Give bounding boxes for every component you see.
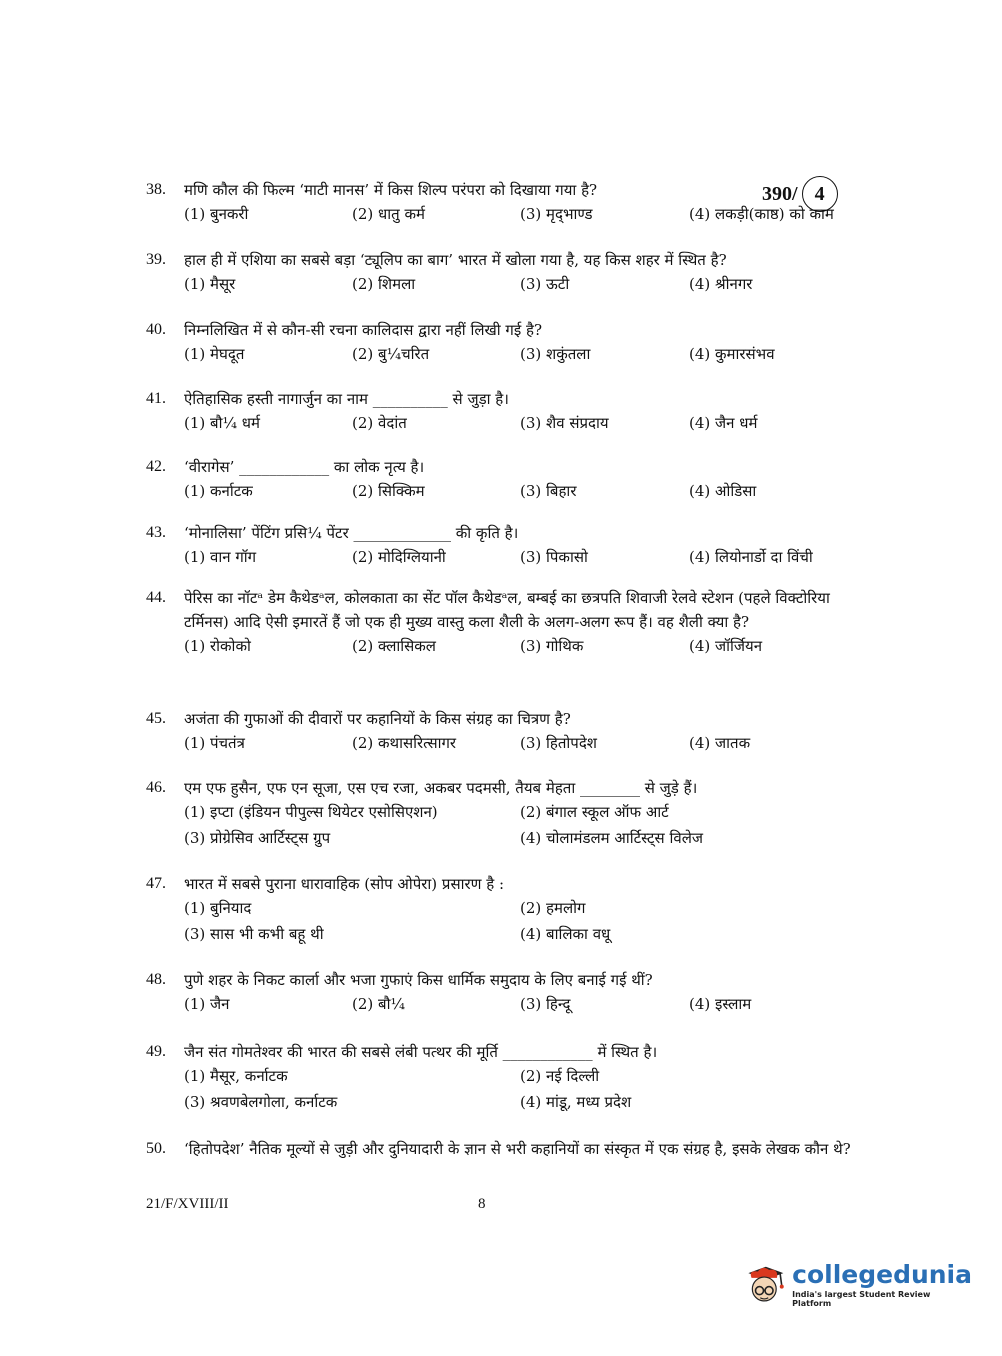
question-text: ‘मोनालिसा’ पेंटिंग प्रसि¼ पेंटर _____________ की कृति है। <box>184 524 519 542</box>
question-text: एम एफ हुसैन, एफ एन सूजा, एस एच रजा, अकबर पदमसी, तैयब मेहता ________ से जुड़े हैं। <box>184 779 698 797</box>
option-1: (1) इप्टा (इंडियन पीपुल्स थियेटर एसोसिएशन) <box>184 803 438 821</box>
question-47 <box>146 872 860 948</box>
question-49 <box>146 1040 860 1116</box>
footer-code: 21/F/XVIII/II <box>146 1196 229 1212</box>
option-4: (4) चोलामंडलम आर्टिस्ट्स विलेज <box>520 829 703 847</box>
option-4: (4) जैन धर्म <box>689 414 758 432</box>
question-text: मणि कौल की फिल्म ‘माटी मानस’ में किस शिल्प परंपरा को दिखाया गया है? <box>184 181 598 199</box>
option-1: (1) कर्नाटक <box>184 482 253 500</box>
question-48 <box>146 968 860 1018</box>
question-text: ‘हितोपदेश’ नैतिक मूल्यों से जुड़ी और दुनियादारी के ज्ञान से भरी कहानियों का संस्कृत में एक संग्रह है, इसके लेखक कौन थे? <box>184 1140 851 1158</box>
option-2: (2) बु¼चरित <box>352 345 430 363</box>
question-50 <box>146 1137 860 1161</box>
option-1: (1) मेघदूत <box>184 345 245 363</box>
question-number: 39. <box>146 251 166 268</box>
question-number: 45. <box>146 710 166 727</box>
option-1: (1) बौ¼ धर्म <box>184 414 260 432</box>
question-number: 48. <box>146 971 166 988</box>
option-2: (2) नई दिल्ली <box>520 1067 600 1085</box>
question-text: पुणे शहर के निकट कार्ला और भजा गुफाएं किस धार्मिक समुदाय के लिए बनाई गई थीं? <box>184 971 653 989</box>
question-number: 44. <box>146 589 166 606</box>
option-3: (3) हितोपदेश <box>520 734 597 752</box>
option-4: (4) लियोनार्डो दा विंची <box>689 548 813 566</box>
options-row <box>184 826 860 852</box>
question-45 <box>146 707 860 757</box>
option-2: (2) क्लासिकल <box>352 637 436 655</box>
option-3: (3) श्रवणबेलगोला, कर्नाटक <box>184 1093 338 1111</box>
question-number: 49. <box>146 1043 166 1060</box>
question-text: निम्नलिखित में से कौन-सी रचना कालिदास द्वारा नहीं लिखी गई है? <box>184 321 543 339</box>
question-43 <box>146 521 860 571</box>
question-text: जैन संत गोमतेश्वर की भारत की सबसे लंबी पत्थर की मूर्ति ____________ में स्थित है। <box>184 1043 658 1061</box>
set-number-badge: 4 <box>802 176 838 212</box>
option-1: (1) मैसूर, कर्नाटक <box>184 1067 288 1085</box>
logo-text <box>792 1262 972 1308</box>
option-4: (4) कुमारसंभव <box>689 345 775 363</box>
options-row <box>184 342 860 368</box>
option-1: (1) मैसूर <box>184 275 236 293</box>
question-40 <box>146 318 860 368</box>
question-41 <box>146 387 860 437</box>
question-46 <box>146 776 860 852</box>
option-2: (2) हमलोग <box>520 899 586 917</box>
options-row <box>184 800 860 826</box>
question-38 <box>146 178 860 228</box>
question-number: 38. <box>146 181 166 198</box>
options-row <box>184 992 860 1018</box>
question-39 <box>146 248 860 298</box>
options-row <box>184 896 860 922</box>
question-number: 43. <box>146 524 166 541</box>
option-3: (3) प्रोग्रेसिव आर्टिस्ट्स ग्रुप <box>184 829 331 847</box>
option-1: (1) रोकोको <box>184 637 251 655</box>
logo-brand: collegedunia <box>792 1260 972 1289</box>
collegedunia-watermark <box>742 1254 972 1316</box>
options-row <box>184 272 860 298</box>
option-2: (2) बंगाल स्कूल ऑफ आर्ट <box>520 803 669 821</box>
option-4: (4) श्रीनगर <box>689 275 753 293</box>
logo-tagline: India's largest Student Review Platform <box>792 1290 931 1308</box>
question-number: 40. <box>146 321 166 338</box>
option-2: (2) बौ¼ <box>352 995 406 1013</box>
options-row <box>184 731 860 757</box>
option-2: (2) कथासरित्सागर <box>352 734 457 752</box>
option-4: (4) ओडिसा <box>689 482 757 500</box>
option-4: (4) बालिका वधू <box>520 925 611 943</box>
option-4: (4) जॉर्जियन <box>689 637 763 655</box>
option-4: (4) जातक <box>689 734 751 752</box>
question-text: भारत में सबसे पुराना धारावाहिक (सोप ओपेरा) प्रसारण है : <box>184 875 505 893</box>
options-row <box>184 545 860 571</box>
option-1: (1) पंचतंत्र <box>184 734 245 752</box>
option-3: (3) शैव संप्रदाय <box>520 414 609 432</box>
mascot-icon <box>742 1256 788 1314</box>
option-4: (4) मांडू, मध्य प्रदेश <box>520 1093 632 1111</box>
option-2: (2) मोदिग्लियानी <box>352 548 446 566</box>
question-42 <box>146 455 860 505</box>
question-number: 47. <box>146 875 166 892</box>
page-number: 8 <box>478 1196 486 1212</box>
option-3: (3) सास भी कभी बहू थी <box>184 925 324 943</box>
options-row <box>184 1090 860 1116</box>
question-number: 46. <box>146 779 166 796</box>
question-text: पेरिस का नॉटᵃ डेम कैथेडᵃल, कोलकाता का सेंट पॉल कैथेडᵃल, बम्बई का छत्रपति शिवाजी रेलवे स्टेशन (पहले विक्टोरिया टर्मिनस) आदि ऐसी इमारतें हैं जो एक ही मुख्य वास्तु कला शैली के अलग-अलग रूप हैं। वह शैली क्या है? <box>184 589 830 631</box>
option-3: (3) मृद्‌भाण्ड <box>520 205 593 223</box>
option-1: (1) बुनकरी <box>184 205 249 223</box>
options-row <box>184 202 860 228</box>
options-row <box>184 411 860 437</box>
option-2: (2) सिक्किम <box>352 482 425 500</box>
option-3: (3) बिहार <box>520 482 577 500</box>
option-2: (2) वेदांत <box>352 414 407 432</box>
option-1: (1) वान गॉग <box>184 548 257 566</box>
question-text: ऐतिहासिक हस्ती नागार्जुन का नाम __________ से जुड़ा है। <box>184 390 509 408</box>
options-row <box>184 479 860 505</box>
option-3: (3) शकुंतला <box>520 345 591 363</box>
question-number: 42. <box>146 458 166 475</box>
option-2: (2) शिमला <box>352 275 416 293</box>
options-row <box>184 1064 860 1090</box>
option-3: (3) ऊटी <box>520 275 570 293</box>
options-row <box>184 634 860 660</box>
question-44 <box>146 586 860 660</box>
option-4: (4) लकड़ी(काष्ठ) को काम <box>689 205 834 223</box>
option-1: (1) बुनियाद <box>184 899 252 917</box>
question-text: अजंता की गुफाओं की दीवारों पर कहानियों के किस संग्रह का चित्रण है? <box>184 710 571 728</box>
option-1: (1) जैन <box>184 995 230 1013</box>
question-number: 41. <box>146 390 166 407</box>
option-2: (2) धातु कर्म <box>352 205 425 223</box>
question-text: ‘वीरागेस’ ____________ का लोक नृत्य है। <box>184 458 425 476</box>
option-3: (3) हिन्दू <box>520 995 571 1013</box>
option-3: (3) गोथिक <box>520 637 584 655</box>
option-4: (4) इस्लाम <box>689 995 752 1013</box>
question-number: 50. <box>146 1140 166 1157</box>
option-3: (3) पिकासो <box>520 548 588 566</box>
paper-code: 390/ <box>762 182 798 205</box>
question-text: हाल ही में एशिया का सबसे बड़ा ‘ट्यूलिप का बाग’ भारत में खोला गया है, यह किस शहर में स्थित है? <box>184 251 727 269</box>
options-row <box>184 922 860 948</box>
